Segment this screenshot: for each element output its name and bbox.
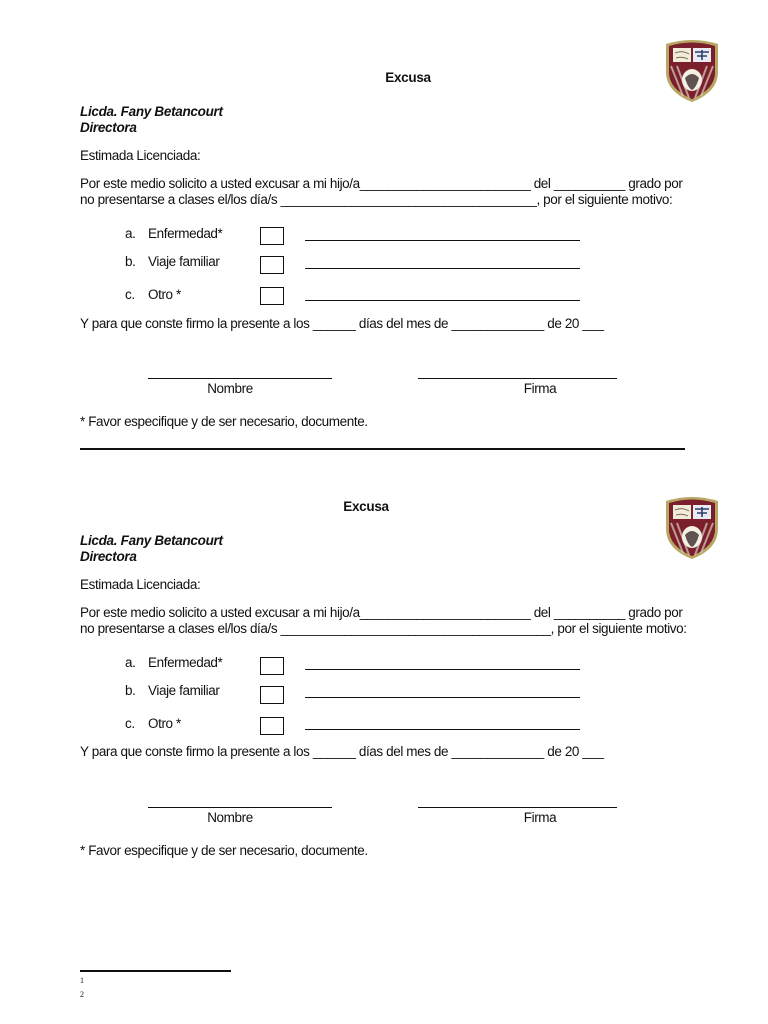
- option-letter: a.: [125, 655, 136, 670]
- recipient-name: Licda. Fany Betancourt: [80, 104, 223, 119]
- signature-label: Firma: [523, 810, 557, 825]
- form-title: Excusa: [385, 70, 431, 85]
- option-letter: a.: [125, 226, 136, 241]
- detail-line-family-trip[interactable]: [305, 697, 580, 698]
- option-label-other: Otro *: [148, 716, 181, 731]
- detail-line-illness[interactable]: [305, 669, 580, 670]
- option-letter: b.: [125, 254, 136, 269]
- name-label: Nombre: [207, 381, 253, 396]
- name-signature-line[interactable]: [148, 378, 332, 379]
- checkbox-family-trip[interactable]: [260, 686, 284, 704]
- request-paragraph: [80, 176, 684, 208]
- signoff-line: Y para que conste firmo la presente a los ______ días del mes de _____________ de 20 ___: [80, 316, 604, 331]
- checkbox-other[interactable]: [260, 287, 284, 305]
- detail-line-family-trip[interactable]: [305, 268, 580, 269]
- detail-line-illness[interactable]: [305, 240, 580, 241]
- footnote-2: 2: [80, 990, 84, 999]
- signature-line[interactable]: [418, 378, 617, 379]
- request-paragraph: [80, 605, 687, 637]
- checkbox-illness[interactable]: [260, 657, 284, 675]
- option-label-other: Otro *: [148, 287, 181, 302]
- name-signature-line[interactable]: [148, 807, 332, 808]
- detail-line-other[interactable]: [305, 300, 580, 301]
- checkbox-family-trip[interactable]: [260, 256, 284, 274]
- option-letter: b.: [125, 683, 136, 698]
- form-title: Excusa: [343, 499, 389, 514]
- option-letter: c.: [125, 287, 135, 302]
- detail-line-other[interactable]: [305, 729, 580, 730]
- salutation: Estimada Licenciada:: [80, 148, 201, 163]
- option-label-family-trip: Viaje familiar: [148, 683, 220, 698]
- option-letter: c.: [125, 716, 135, 731]
- checkbox-illness[interactable]: [260, 227, 284, 245]
- footnote-1: 1: [80, 976, 84, 985]
- footnote-instruction: * Favor especifique y de ser necesario, documente.: [80, 843, 368, 858]
- request-line-1: Por este medio solicito a usted excusar a mi hijo/a________________________ del __________ grado por: [80, 605, 683, 620]
- recipient-role: Directora: [80, 120, 137, 135]
- checkbox-other[interactable]: [260, 717, 284, 735]
- option-label-family-trip: Viaje familiar: [148, 254, 220, 269]
- request-line-2: no presentarse a clases el/los día/s ____________________________________, por el siguiente motivo:: [80, 192, 673, 207]
- footnote-separator: [80, 970, 231, 972]
- salutation: Estimada Licenciada:: [80, 577, 201, 592]
- request-line-2: no presentarse a clases el/los día/s ______________________________________, por el siguiente motivo:: [80, 621, 687, 636]
- option-label-illness: Enfermedad*: [148, 226, 223, 241]
- signoff-line: Y para que conste firmo la presente a los ______ días del mes de _____________ de 20 ___: [80, 744, 604, 759]
- footnote-instruction: * Favor especifique y de ser necesario, documente.: [80, 414, 368, 429]
- signature-line[interactable]: [418, 807, 617, 808]
- name-label: Nombre: [207, 810, 253, 825]
- request-line-1: Por este medio solicito a usted excusar a mi hijo/a________________________ del __________ grado por: [80, 176, 683, 191]
- signature-label: Firma: [523, 381, 557, 396]
- option-label-illness: Enfermedad*: [148, 655, 223, 670]
- recipient-name: Licda. Fany Betancourt: [80, 533, 223, 548]
- cut-divider: [80, 448, 685, 450]
- recipient-role: Directora: [80, 549, 137, 564]
